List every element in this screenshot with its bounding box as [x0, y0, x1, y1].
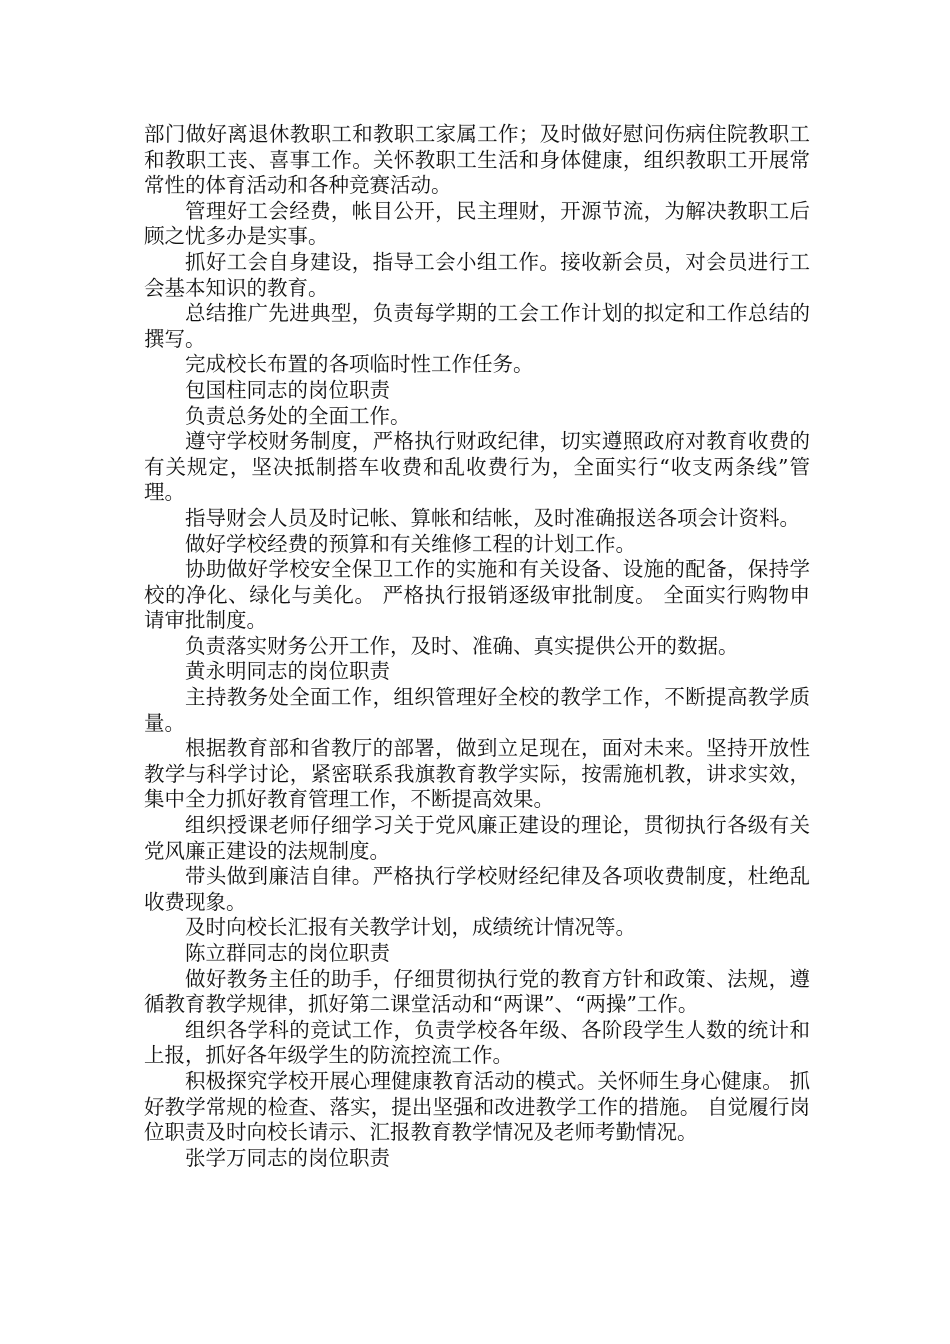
paragraph-1: 部门做好离退休教职工和教职工家属工作；及时做好慰问伤病住院教职工和教职工丧、喜事工作。关怀教职工生活和身体健康，组织教职工开展常常性的体育活动和各种竞赛活动。 [144, 122, 810, 198]
paragraph-10: 做好学校经费的预算和有关维修工程的计划工作。 [185, 531, 636, 556]
document-body [144, 122, 810, 1171]
paragraph-4: 总结推广先进典型，负责每学期的工会工作计划的拟定和工作总结的撰写。 [144, 301, 810, 351]
paragraph-3: 抓好工会自身建设，指导工会小组工作。接收新会员，对会员进行工会基本知识的教育。 [144, 249, 810, 300]
section-heading-zhang-xuewan: 张学万同志的岗位职责 [185, 1145, 390, 1170]
paragraph-11: 协助做好学校安全保卫工作的实施和有关设备、设施的配备，保持学校的净化、绿化与美化。 严格执行报销逐级审批制度。 全面实行购物申请审批制度。 [144, 557, 810, 633]
paragraph-5: 完成校长布置的各项临时性工作任务。 [185, 352, 534, 377]
section-heading-huang-yongming: 黄永明同志的岗位职责 [185, 659, 390, 684]
paragraph-16: 组织授课老师仔细学习关于党风廉正建设的理论，贯彻执行各级有关党风廉正建设的法规制度。 [144, 813, 810, 863]
paragraph-17: 带头做到廉洁自律。严格执行学校财经纪律及各项收费制度，杜绝乱收费现象。 [144, 864, 810, 914]
paragraph-20: 做好教务主任的助手，仔细贯彻执行党的教育方针和政策、法规，遵循教育教学规律，抓好第二课堂活动和“两课”、“两操”工作。 [144, 966, 810, 1017]
paragraph-9: 指导财会人员及时记帐、算帐和结帐，及时准确报送各项会计资料。 [185, 505, 800, 530]
paragraph-7: 负责总务处的全面工作。 [185, 403, 411, 428]
paragraph-18: 及时向校长汇报有关教学计划，成绩统计情况等。 [185, 915, 636, 940]
paragraph-2: 管理好工会经费，帐目公开，民主理财，开源节流，为解决教职工后顾之忧多办是实事。 [144, 198, 810, 249]
paragraph-15: 根据教育部和省教厅的部署，做到立足现在，面对未来。坚持开放性教学与科学讨论，紧密联系我旗教育教学实际，按需施机教，讲求实效，集中全力抓好教育管理工作，不断提高效果。 [144, 736, 810, 812]
paragraph-8: 遵守学校财务制度，严格执行财政纪律，切实遵照政府对教育收费的有关规定，坚决抵制搭车收费和乱收费行为，全面实行“收支两条线”管理。 [144, 429, 810, 505]
section-heading-chen-liqun: 陈立群同志的岗位职责 [185, 941, 390, 965]
paragraph-21: 组织各学科的竞试工作，负责学校各年级、各阶段学生人数的统计和上报，抓好各年级学生的防流控流工作。 [144, 1017, 810, 1068]
paragraph-12: 负责落实财务公开工作，及时、准确、真实提供公开的数据。 [185, 633, 739, 658]
section-heading-bao-guozhu: 包国柱同志的岗位职责 [185, 377, 390, 402]
paragraph-14: 主持教务处全面工作，组织管理好全校的教学工作，不断提高教学质量。 [144, 685, 810, 735]
paragraph-22: 积极探究学校开展心理健康教育活动的模式。关怀师生身心健康。 抓好教学常规的检查、落实，提出坚强和改进教学工作的措施。 自觉履行岗位职责及时向校长请示、汇报教育教学情况及老师考勤情况。 [144, 1068, 810, 1145]
